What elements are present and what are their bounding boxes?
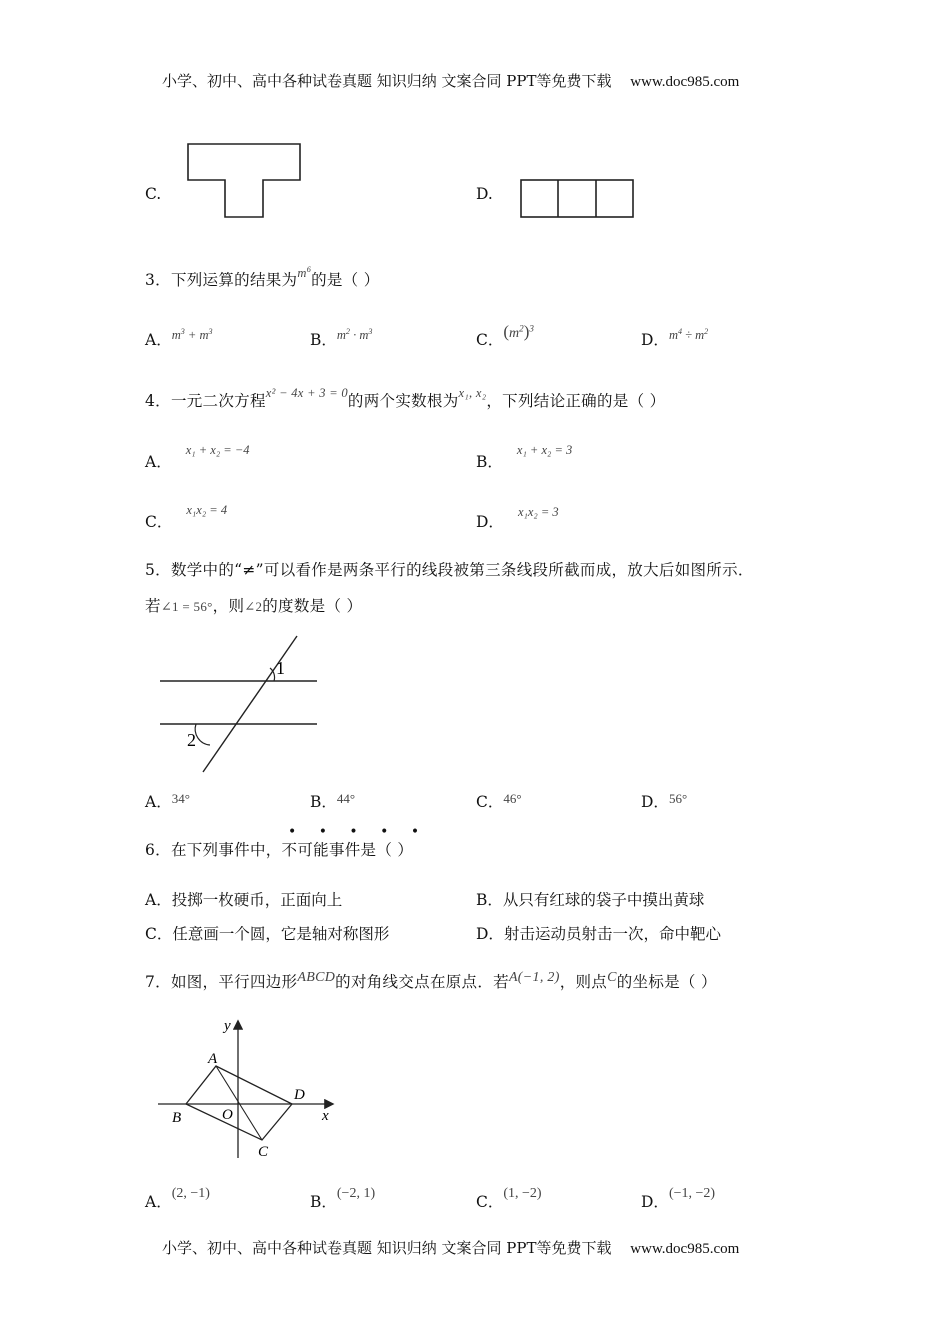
q4-equation: x² − 4x + 3 = 0 [265,386,348,400]
angle-2-label: 2 [187,730,196,750]
option-label: D． [641,1193,669,1211]
option-label: C． [476,331,504,349]
q6-option-a[interactable] [145,888,342,910]
q7-stem [145,970,717,992]
option-value: (−2, 1) [336,1186,376,1201]
option-label: D． [641,793,669,811]
footer-url: www.doc985.com [630,1241,740,1257]
option-label: C． [145,513,173,531]
option-value: (2, −1) [171,1186,210,1201]
option-value: 34° [171,791,190,806]
math-exp: 2 [704,326,709,336]
vertex-c-label: C [258,1144,269,1160]
option-label: A． [145,1193,172,1211]
option-label: D． [476,513,504,531]
q7-option-c[interactable] [476,1186,542,1212]
option-label: D． [641,331,669,349]
q5-option-a[interactable] [145,790,190,812]
q4-stem [145,386,666,411]
math-exp: 3 [180,326,185,336]
q6-emphasis-dots: • • • • • [288,824,429,840]
header-url: www.doc985.com [630,74,740,90]
math-exp: 2 [345,326,350,336]
q7-stem-part: ，则点 [559,973,608,991]
vertex-a-label: A [208,1051,218,1067]
q3-option-d[interactable] [641,328,708,350]
q3-target-base: m [297,266,307,280]
q7-option-b[interactable] [310,1186,376,1212]
option-math [503,322,534,341]
option-value: 56° [668,791,688,806]
option-text: 投掷一枚硬币，正面向上 [171,891,343,909]
q2-option-d-figure [515,174,640,222]
x-axis-label: x [322,1108,329,1124]
math-paren: ( [503,322,510,341]
q3-target-exp: 6 [306,264,312,274]
option-text: 任意画一个圆，它是轴对称图形 [172,925,390,943]
q2-option-c-figure [180,138,310,223]
q3-stem-part: 3．下列运算的结果为 [145,271,298,289]
q2-option-c-label[interactable]: C. [145,185,162,203]
math-part: m [509,326,520,341]
math-part: · m [349,328,369,342]
q3-stem-part: 的是（ ） [311,271,380,289]
option-label: B． [310,793,337,811]
option-math: x₁x₂ = 4 [186,503,228,517]
q7-option-d[interactable] [641,1186,716,1212]
math-part: + m [184,328,209,342]
y-axis-label: y [224,1018,231,1034]
origin-label: O [222,1107,233,1123]
q3-option-a[interactable] [145,328,213,350]
option-label: A． [145,331,172,349]
q5-line1: 5．数学中的“≠”可以看作是两条平行的线段被第三条线段所截而成，放大后如图所示． [145,561,754,579]
option-math [337,328,373,342]
q2-option-d-label[interactable]: D. [476,185,493,203]
math-exp: 3 [529,323,534,334]
q3-option-c[interactable] [476,322,534,350]
q5-option-d[interactable] [641,790,687,812]
q7-figure [150,1012,350,1164]
math-exp: 3 [368,326,373,336]
q5-line2-part: ，则 [212,597,245,615]
math-part: m [171,328,181,342]
page-header [162,70,739,91]
q5-option-c[interactable] [476,790,522,812]
q4-stem-part: ，下列结论正确的是（ ） [486,392,666,410]
q4-stem-part: 的两个实数根为 [347,392,459,410]
math-part: m [336,328,346,342]
q4-option-c[interactable] [145,503,228,532]
option-value: (1, −2) [503,1186,542,1201]
q4-stem-part: 4．一元二次方程 [145,392,266,410]
math-part: ÷ m [682,328,705,342]
option-value: 44° [336,791,356,806]
vertex-d-label: D [294,1087,305,1103]
option-label: A． [145,793,172,811]
header-text: 小学、初中、高中各种试卷真题 知识归纳 文案合同 PPT等免费下载 [162,72,612,90]
q5-line2 [145,594,362,616]
option-value: 46° [503,791,522,806]
q5-line2-part: 的度数是（ ） [262,597,363,615]
q4-roots: x₁, x₂ [458,386,487,400]
q6-option-b[interactable] [476,888,704,910]
option-label: B． [310,331,337,349]
q7-point-a: A(−1, 2) [508,970,560,985]
angle-1-label: 1 [276,658,285,678]
option-label: D． [476,925,504,943]
q3-target [297,266,311,280]
footer-text: 小学、初中、高中各种试卷真题 知识归纳 文案合同 PPT等免费下载 [162,1239,612,1257]
q5-condition: ∠1 = 56° [160,599,213,614]
math-paren: ) [523,322,530,341]
q4-option-a[interactable] [145,443,250,472]
q5-option-b[interactable] [310,790,355,812]
option-math: x₁x₂ = 3 [517,505,559,519]
option-label: B． [476,891,503,909]
q7-point-c: C [607,970,617,985]
option-text: 从只有红球的袋子中摸出黄球 [502,891,705,909]
math-exp: 3 [208,326,213,336]
math-exp: 4 [677,326,683,336]
q3-option-b[interactable] [310,328,372,350]
option-label: C． [476,1193,504,1211]
q5-angle2: ∠2 [244,599,263,614]
q7-shape: ABCD [297,970,336,985]
q5-figure [150,628,330,778]
q7-stem-part: 的对角线交点在原点．若 [335,973,509,991]
q5-line2-part: 若 [145,597,161,615]
option-label: A． [145,891,172,909]
option-label: C． [476,793,504,811]
q4-option-d[interactable] [476,505,559,532]
page-footer [162,1237,739,1258]
option-label: C． [145,925,173,943]
q7-stem-part: 的坐标是（ ） [616,973,717,991]
option-text: 射击运动员射击一次，命中靶心 [503,925,721,943]
option-math: x₁ + x₂ = 3 [516,443,573,457]
vertex-b-label: B [172,1110,182,1126]
option-label: A． [145,453,172,471]
math-part: m [668,328,678,342]
q6-option-d[interactable] [476,922,721,944]
option-math: x₁ + x₂ = −4 [185,443,250,457]
q7-option-a[interactable] [145,1186,210,1212]
angle-2-arc [195,724,210,745]
option-label: B． [310,1193,337,1211]
option-math [669,328,708,342]
q4-option-b[interactable] [476,443,573,472]
option-math [172,328,213,342]
option-value: (−1, −2) [668,1186,716,1201]
q3-stem [145,264,380,290]
option-label: B． [476,453,503,471]
transversal-line [203,636,297,772]
q6-option-c[interactable] [145,922,389,944]
q7-stem-part: 7．如图，平行四边形 [145,973,298,991]
math-exp: 2 [519,323,524,334]
q6-stem: 6．在下列事件中，不可能事件是（ ） [145,841,414,859]
